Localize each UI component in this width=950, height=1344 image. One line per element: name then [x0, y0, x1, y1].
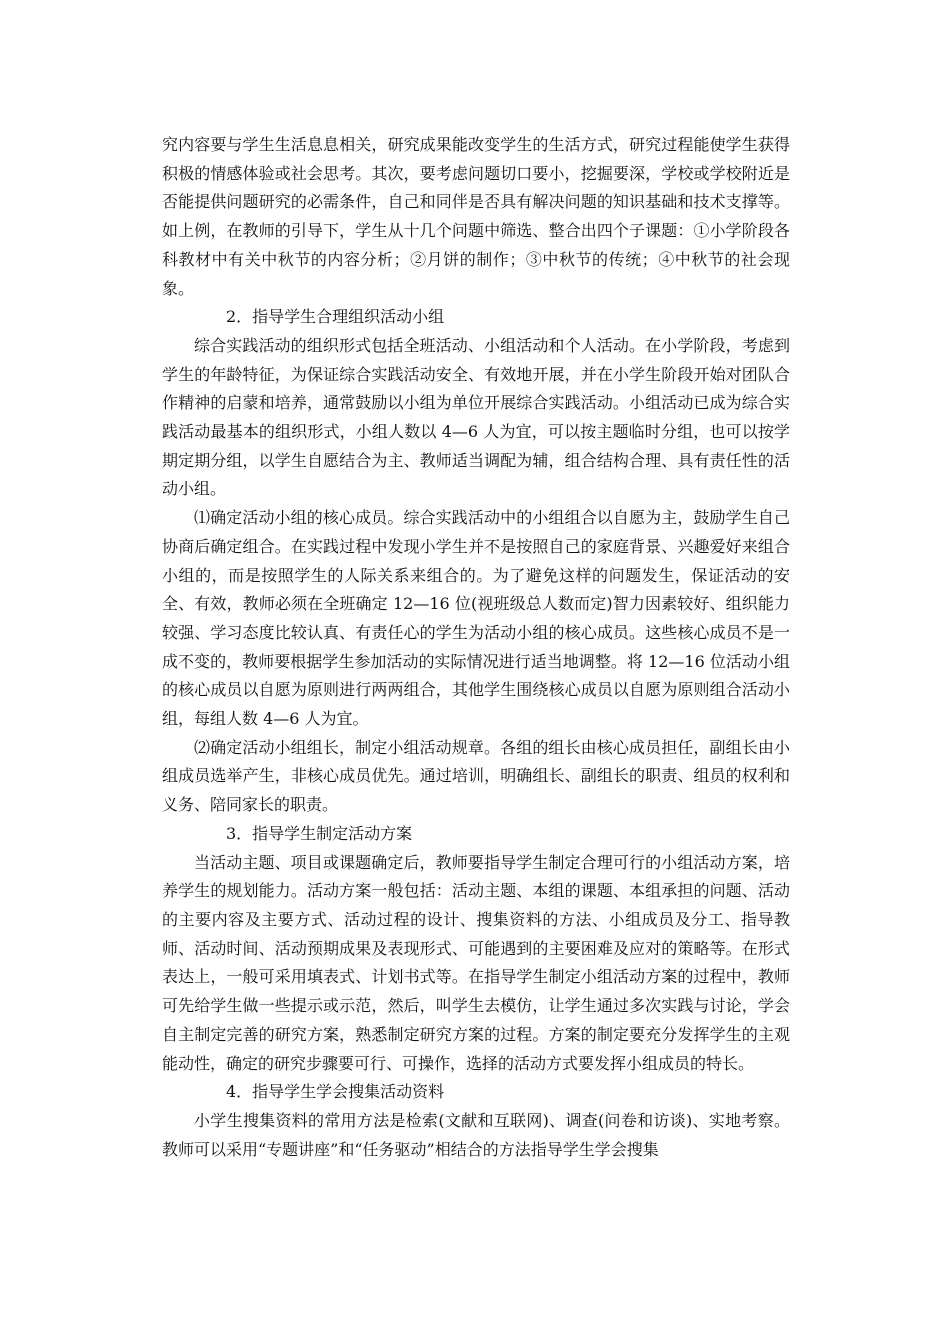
section-heading-2: 2．指导学生合理组织活动小组	[226, 307, 445, 327]
section-heading-4: 4．指导学生学会搜集活动资料	[226, 1082, 445, 1102]
paragraph: 小学生搜集资料的常用方法是检索(文献和互联网)、调查(问卷和访谈)、实地考察。教师可以采用“专题讲座”和“任务驱动”相结合的方法指导学生学会搜集	[162, 1110, 790, 1159]
paragraph: 当活动主题、项目或课题确定后，教师要指导学生制定合理可行的小组活动方案，培养学生的规划能力。活动方案一般包括：活动主题、本组的课题、本组承担的问题、活动的主要内容及主要方式、活动过程的设计、搜集资料的方法、小组成员及分工、指导教师、活动时间、活动预期成果及表现形式、可能遇到的主要困难及应对的策略等。在形式表达上，一般可采用填表式、计划书式等。在指导学生制定小组活动方案的过程中，教师可先给学生做一些提示或示范，然后，叫学生去模仿，让学生通过多次实践与讨论，学会自主制定完善的研究方案，熟悉制定研究方案的过程。方案的制定要充分发挥学生的主观能动性，确定的研究步骤要可行、可操作，选择的活动方式要发挥小组成员的特长。	[162, 852, 790, 1073]
paragraph: ⑵确定活动小组组长，制定小组活动规章。各组的组长由核心成员担任，副组长由小组成员选举产生，非核心成员优先。通过培训，明确组长、副组长的职责、组员的权利和义务、陪同家长的职责。	[162, 737, 790, 815]
section-heading-3: 3．指导学生制定活动方案	[226, 823, 413, 843]
paragraph: 综合实践活动的组织形式包括全班活动、小组活动和个人活动。在小学阶段，考虑到学生的年龄特征，为保证综合实践活动安全、有效地开展，并在小学生阶段开始对团队合作精神的启蒙和培养，通常鼓励以小组为单位开展综合实践活动。小组活动已成为综合实践活动最基本的组织形式，小组人数以 4—6 人为宜，可以按主题临时分组，也可以按学期定期分组，以学生自愿结合为主、教师适当调配为辅，组合结构合理、具有责任性的活动小组。	[162, 335, 790, 499]
paragraph: ⑴确定活动小组的核心成员。综合实践活动中的小组组合以自愿为主，鼓励学生自己协商后确定组合。在实践过程中发现小学生并不是按照自己的家庭背景、兴趣爱好来组合小组的，而是按照学生的人际关系来组合的。为了避免这样的问题发生，保证活动的安全、有效，教师必须在全班确定 12—16 位(视班级总人数而定)智力因素较好、组织能力较强、学习态度比较认真、有责任心的学生为活动小组的核心成员。这些核心成员不是一成不变的，教师要根据学生参加活动的实际情况进行适当地调整。将 12—16 位活动小组的核心成员以自愿为原则进行两两组合，其他学生围绕核心成员以自愿为原则组合活动小组，每组人数 4—6 人为宜。	[162, 508, 790, 729]
paragraph-continued: 究内容要与学生生活息息相关，研究成果能改变学生的生活方式，研究过程能使学生获得积极的情感体验或社会思考。其次，要考虑问题切口要小，挖掘要深，学校或学校附近是否能提供问题研究的必需条件，自己和同伴是否具有解决问题的知识基础和技术支撑等。如上例，在教师的引导下，学生从十几个问题中筛选、整合出四个子课题：①小学阶段各科教材中有关中秋节的内容分析；②月饼的制作；③中秋节的传统；④中秋节的社会现象。	[162, 135, 790, 298]
document-body	[162, 131, 790, 1164]
